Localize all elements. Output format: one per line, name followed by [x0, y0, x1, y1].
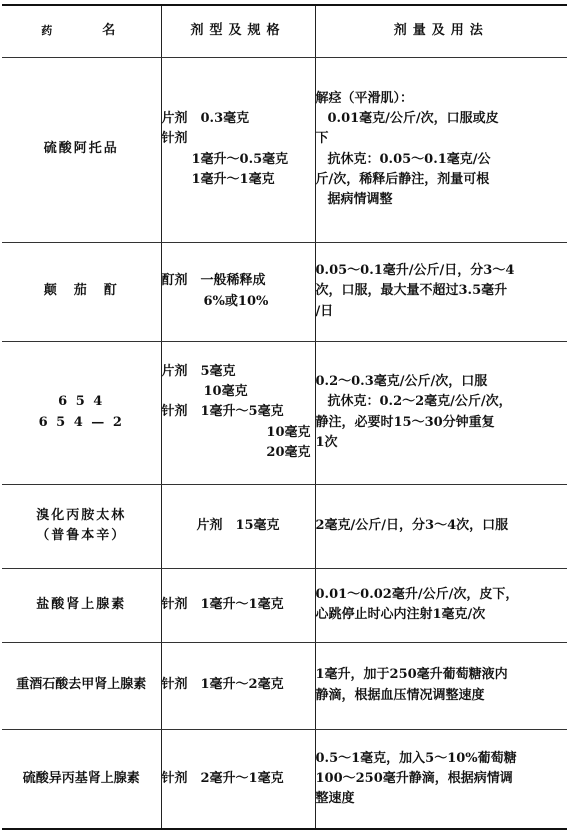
form-line: 6%或10% [203, 293, 269, 309]
header-name-b: 名 [102, 23, 122, 39]
table-row [2, 642, 567, 729]
drug-name: 颠 茄 酊 [43, 283, 119, 299]
table-row [2, 341, 567, 484]
dose-line: 下 [315, 131, 329, 147]
drug-name: 溴化丙胺太林 [36, 507, 127, 523]
dose-line: 静滴，根据血压情况调整速度 [315, 687, 485, 703]
drug-name: 硫酸阿托品 [43, 141, 119, 157]
dose-line: 0.01毫克/公斤/次，口服或皮 [327, 111, 499, 127]
header-drug-name [2, 5, 161, 57]
drug-name-cell [2, 242, 161, 341]
drug-name: 盐酸肾上腺素 [36, 596, 127, 612]
form-line: 针剂 2毫升～1毫克 [161, 770, 284, 786]
dose-line: /日 [315, 303, 334, 319]
dose-line: 解痉（平滑肌）： [315, 91, 414, 107]
form-line: 针剂 1毫升～2毫克 [161, 677, 284, 693]
header-name-a: 药 [41, 24, 53, 38]
dose-line: 0.2～0.3毫克/公斤/次，口服 [315, 374, 488, 390]
table-row [2, 57, 567, 242]
form-spec-cell [161, 57, 315, 242]
form-spec-cell [161, 568, 315, 642]
dose-line: 2毫克/公斤/日，分3～4次，口服 [315, 517, 509, 533]
dose-line: 静注，必要时15～30分钟重复 [315, 414, 495, 430]
dosage-cell [315, 484, 567, 568]
dosage-cell [315, 341, 567, 484]
form-line: 片剂 5毫克 [161, 364, 236, 380]
dosage-cell [315, 729, 567, 829]
drug-name-cell [2, 57, 161, 242]
table-row [2, 729, 567, 829]
drug-name-alias: （普鲁本辛） [36, 528, 127, 543]
table-row [2, 568, 567, 642]
form-line: 针剂 1毫升～1毫克 [161, 596, 284, 612]
drug-name-cell [2, 484, 161, 568]
form-line: 1毫升～1毫克 [191, 171, 275, 187]
dose-line: 心跳停止时心内注射1毫克/次 [315, 607, 486, 622]
form-line: 片剂 0.3毫克 [161, 111, 250, 127]
drug-name: 重酒石酸去甲肾上腺素 [16, 677, 147, 693]
dose-line: 抗休克：0.05～0.1毫克/公 [327, 151, 491, 167]
form-line: 酊剂 一般稀释成 [161, 273, 266, 289]
drug-name-cell [2, 341, 161, 484]
drug-name: 6 5 4 [58, 394, 105, 410]
drug-name-cell [2, 642, 161, 729]
form-spec-cell [161, 484, 315, 568]
form-line: 10毫克 [203, 384, 248, 400]
form-spec-cell [161, 242, 315, 341]
dose-line: 抗休克：0.2～2毫克/公斤/次， [327, 394, 512, 410]
form-line: 10毫克 [266, 424, 311, 440]
dosage-cell [315, 568, 567, 642]
drug-name: 6 5 4 — 2 [38, 414, 124, 430]
form-line: 针剂 1毫升～5毫克 [161, 404, 284, 420]
dose-line: 据病情调整 [327, 191, 393, 207]
dose-line: 1次 [315, 434, 338, 450]
dose-line: 斤/次，稀释后静注，剂量可根 [315, 171, 490, 187]
form-spec-cell [161, 729, 315, 829]
table-row [2, 242, 567, 341]
form-spec-cell [161, 341, 315, 484]
table-row [2, 484, 567, 568]
dose-line: 100～250毫升静滴，根据病情调 [315, 770, 513, 786]
dosage-cell [315, 242, 567, 341]
header-dosage-usage: 剂量及用法 [315, 5, 567, 57]
dose-line: 0.05～0.1毫升/公斤/日，分3～4 [315, 263, 515, 279]
header-row [2, 5, 567, 57]
dose-line: 次，口服，最大量不超过3.5毫升 [315, 283, 508, 299]
drug-table [2, 4, 567, 830]
form-line: 片剂 15毫克 [196, 517, 280, 533]
form-line: 20毫克 [266, 444, 311, 460]
drug-name: 硫酸异丙基肾上腺素 [22, 770, 140, 786]
dose-line: 整速度 [315, 790, 355, 806]
header-form-spec: 剂型及规格 [161, 5, 315, 57]
form-spec-cell [161, 642, 315, 729]
form-line: 针剂 [161, 131, 188, 147]
dosage-cell [315, 57, 567, 242]
dose-line: 1毫升，加于250毫升葡萄糖液内 [315, 667, 508, 683]
drug-name-cell [2, 729, 161, 829]
drug-name-cell [2, 568, 161, 642]
dose-line: 0.5～1毫克，加入5～10%葡萄糖 [315, 750, 517, 766]
dosage-cell [315, 642, 567, 729]
dose-line: 0.01～0.02毫升/公斤/次，皮下， [315, 586, 519, 602]
form-line: 1毫升～0.5毫克 [191, 151, 289, 167]
